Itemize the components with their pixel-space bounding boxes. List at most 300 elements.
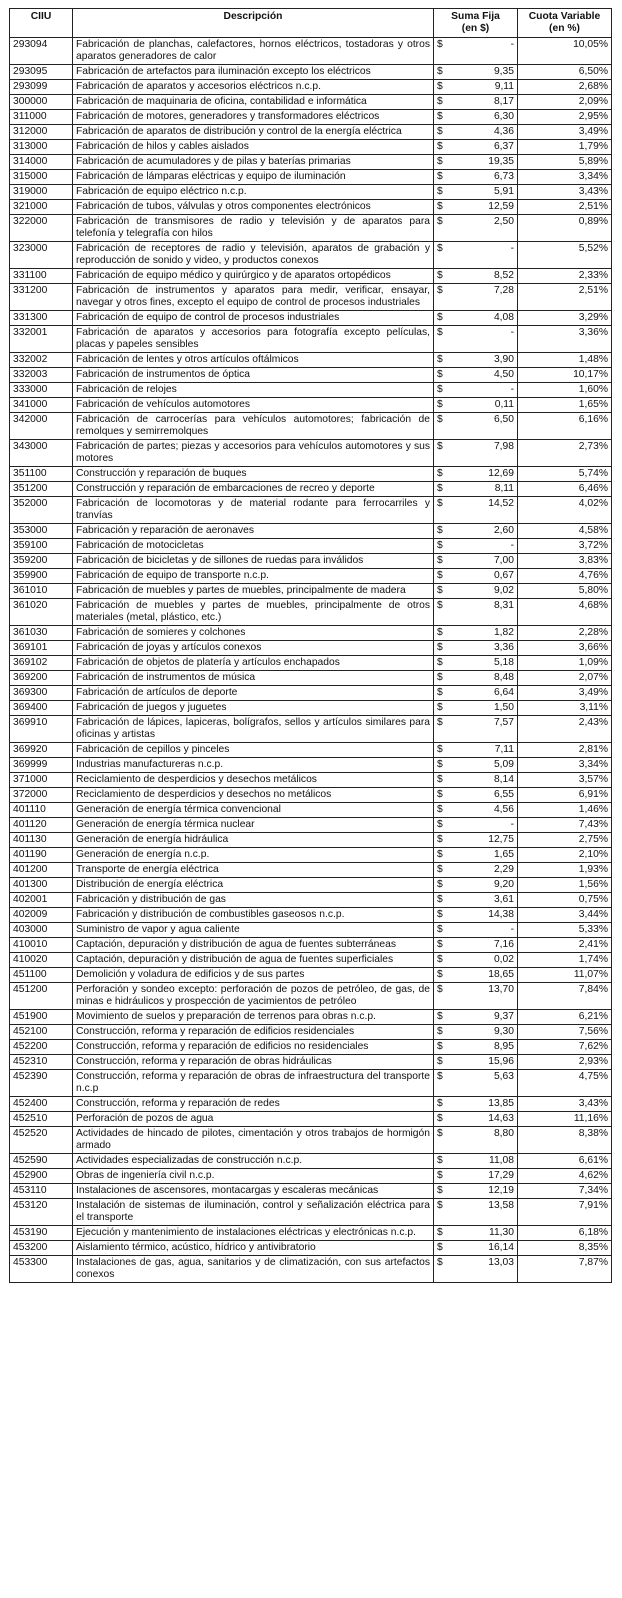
description-cell: Fabricación de joyas y artículos conexos <box>73 641 434 656</box>
description-cell: Fabricación de cepillos y pinceles <box>73 743 434 758</box>
suma-fija-value: 2,50 <box>493 216 514 227</box>
currency-symbol: $ <box>437 1200 443 1211</box>
suma-fija-value: 13,03 <box>488 1257 514 1268</box>
suma-fija-cell <box>434 878 518 893</box>
table-row <box>10 569 612 584</box>
ciiu-code: 293095 <box>10 65 73 80</box>
currency-symbol: $ <box>437 1185 443 1196</box>
currency-symbol: $ <box>437 849 443 860</box>
table-row <box>10 95 612 110</box>
currency-symbol: $ <box>437 1011 443 1022</box>
suma-fija-cell <box>434 1154 518 1169</box>
cuota-variable-cell: 5,52% <box>518 242 612 269</box>
currency-symbol: $ <box>437 384 443 395</box>
ciiu-code: 331200 <box>10 284 73 311</box>
ciiu-code: 359900 <box>10 569 73 584</box>
description-cell: Movimiento de suelos y preparación de terrenos para obras n.c.p. <box>73 1010 434 1025</box>
suma-fija-cell <box>434 311 518 326</box>
suma-fija-value: 9,37 <box>493 1011 514 1022</box>
table-row <box>10 1169 612 1184</box>
table-row <box>10 353 612 368</box>
table-row <box>10 743 612 758</box>
suma-fija-cell <box>434 95 518 110</box>
ciiu-code: 293094 <box>10 38 73 65</box>
cuota-variable-cell: 5,74% <box>518 467 612 482</box>
ciiu-code: 369300 <box>10 686 73 701</box>
currency-symbol: $ <box>437 285 443 296</box>
description-cell: Fabricación de muebles y partes de muebles, principalmente de madera <box>73 584 434 599</box>
suma-fija-cell <box>434 1241 518 1256</box>
description-cell: Fabricación de instrumentos de música <box>73 671 434 686</box>
suma-fija-value: 6,50 <box>493 414 514 425</box>
suma-fija-cell <box>434 1112 518 1127</box>
suma-fija-value: 12,75 <box>488 834 514 845</box>
suma-fija-cell <box>434 1040 518 1055</box>
cuota-variable-cell: 2,28% <box>518 626 612 641</box>
currency-symbol: $ <box>437 156 443 167</box>
cuota-variable-cell: 4,68% <box>518 599 612 626</box>
suma-fija-value: 4,50 <box>493 369 514 380</box>
cuota-variable-cell: 5,33% <box>518 923 612 938</box>
ciiu-code: 452510 <box>10 1112 73 1127</box>
description-cell: Fabricación de instrumentos de óptica <box>73 368 434 383</box>
ciiu-code: 369101 <box>10 641 73 656</box>
currency-symbol: $ <box>437 954 443 965</box>
currency-symbol: $ <box>437 1257 443 1268</box>
suma-fija-value: 9,02 <box>493 585 514 596</box>
description-cell: Generación de energía n.c.p. <box>73 848 434 863</box>
suma-fija-cell <box>434 497 518 524</box>
currency-symbol: $ <box>437 216 443 227</box>
description-cell: Fabricación de equipo médico y quirúrgico y de aparatos ortopédicos <box>73 269 434 284</box>
suma-fija-value: 7,11 <box>494 744 514 755</box>
cuota-variable-cell: 1,48% <box>518 353 612 368</box>
suma-fija-value: 9,30 <box>493 1026 514 1037</box>
suma-fija-value: 16,14 <box>488 1242 514 1253</box>
ciiu-code: 401190 <box>10 848 73 863</box>
suma-fija-value: 8,52 <box>493 270 514 281</box>
suma-fija-value: 7,98 <box>493 441 514 452</box>
ciiu-code: 451100 <box>10 968 73 983</box>
suma-fija-cell <box>434 671 518 686</box>
description-cell: Demolición y voladura de edificios y de sus partes <box>73 968 434 983</box>
ciiu-code: 410020 <box>10 953 73 968</box>
ciiu-code: 369999 <box>10 758 73 773</box>
suma-fija-value: 8,11 <box>494 483 514 494</box>
table-row <box>10 923 612 938</box>
suma-fija-cell <box>434 1127 518 1154</box>
suma-fija-cell <box>434 170 518 185</box>
cuota-variable-cell: 2,81% <box>518 743 612 758</box>
currency-symbol: $ <box>437 540 443 551</box>
table-row <box>10 878 612 893</box>
description-cell: Construcción y reparación de buques <box>73 467 434 482</box>
description-cell: Actividades especializadas de construcción n.c.p. <box>73 1154 434 1169</box>
suma-fija-cell <box>434 923 518 938</box>
ciiu-code: 351100 <box>10 467 73 482</box>
ciiu-code: 353000 <box>10 524 73 539</box>
suma-fija-value: 11,30 <box>488 1227 514 1238</box>
currency-symbol: $ <box>437 483 443 494</box>
ciiu-code: 452200 <box>10 1040 73 1055</box>
cuota-variable-cell: 7,34% <box>518 1184 612 1199</box>
table-row <box>10 641 612 656</box>
ciiu-code: 452310 <box>10 1055 73 1070</box>
description-cell: Generación de energía hidráulica <box>73 833 434 848</box>
table-row <box>10 1040 612 1055</box>
suma-fija-cell <box>434 968 518 983</box>
suma-fija-cell <box>434 908 518 923</box>
description-cell: Fabricación de equipo de transporte n.c.p. <box>73 569 434 584</box>
table-row <box>10 80 612 95</box>
currency-symbol: $ <box>437 1170 443 1181</box>
suma-fija-cell <box>434 125 518 140</box>
ciiu-code: 369102 <box>10 656 73 671</box>
suma-fija-value: 8,48 <box>493 672 514 683</box>
currency-symbol: $ <box>437 126 443 137</box>
description-cell: Fabricación de instrumentos y aparatos para medir, verificar, ensayar, navegar y otros fines, excepto el equipo de control de procesos industriales <box>73 284 434 311</box>
ciiu-code: 323000 <box>10 242 73 269</box>
suma-fija-value: - <box>510 819 514 830</box>
description-cell: Perforación y sondeo excepto: perforación de pozos de petróleo, de gas, de minas e hidráulicos y prospección de yacimientos de petróleo <box>73 983 434 1010</box>
ciiu-code: 343000 <box>10 440 73 467</box>
table-row <box>10 215 612 242</box>
ciiu-code: 361010 <box>10 584 73 599</box>
description-cell: Captación, depuración y distribución de agua de fuentes subterráneas <box>73 938 434 953</box>
description-cell: Fabricación de maquinaria de oficina, contabilidad e informática <box>73 95 434 110</box>
suma-fija-cell <box>434 539 518 554</box>
description-cell: Fabricación de receptores de radio y televisión, aparatos de grabación y reproducción de sonido y video, y productos conexos <box>73 242 434 269</box>
description-cell: Fabricación y reparación de aeronaves <box>73 524 434 539</box>
table-row <box>10 848 612 863</box>
currency-symbol: $ <box>437 627 443 638</box>
ciiu-code: 332003 <box>10 368 73 383</box>
description-cell: Fabricación y distribución de combustibles gaseosos n.c.p. <box>73 908 434 923</box>
suma-fija-cell <box>434 743 518 758</box>
cuota-variable-cell: 1,79% <box>518 140 612 155</box>
suma-fija-cell <box>434 185 518 200</box>
suma-fija-value: 0,11 <box>494 399 514 410</box>
description-cell: Suministro de vapor y agua caliente <box>73 923 434 938</box>
suma-fija-cell <box>434 554 518 569</box>
cuota-variable-cell: 3,29% <box>518 311 612 326</box>
currency-symbol: $ <box>437 171 443 182</box>
cuota-variable-cell: 11,07% <box>518 968 612 983</box>
currency-symbol: $ <box>437 687 443 698</box>
description-cell: Fabricación y distribución de gas <box>73 893 434 908</box>
suma-fija-value: 15,96 <box>488 1056 514 1067</box>
description-cell: Construcción, reforma y reparación de edificios residenciales <box>73 1025 434 1040</box>
description-cell: Instalaciones de ascensores, montacargas y escaleras mecánicas <box>73 1184 434 1199</box>
suma-fija-value: 1,82 <box>493 627 514 638</box>
description-cell: Transporte de energía eléctrica <box>73 863 434 878</box>
table-row <box>10 626 612 641</box>
table-row <box>10 701 612 716</box>
description-cell: Fabricación de vehículos automotores <box>73 398 434 413</box>
cuota-variable-cell: 7,43% <box>518 818 612 833</box>
suma-fija-cell <box>434 524 518 539</box>
suma-fija-cell <box>434 983 518 1010</box>
description-cell: Fabricación de transmisores de radio y televisión y de aparatos para telefonía y telegrafía con hilos <box>73 215 434 242</box>
suma-fija-value: 14,52 <box>488 498 514 509</box>
currency-symbol: $ <box>437 1242 443 1253</box>
currency-symbol: $ <box>437 1128 443 1139</box>
suma-fija-value: 11,08 <box>488 1155 514 1166</box>
ciiu-code: 452400 <box>10 1097 73 1112</box>
suma-fija-cell <box>434 1010 518 1025</box>
suma-fija-cell <box>434 1070 518 1097</box>
ciiu-code: 314000 <box>10 155 73 170</box>
ciiu-code: 312000 <box>10 125 73 140</box>
currency-symbol: $ <box>437 1056 443 1067</box>
table-row <box>10 803 612 818</box>
currency-symbol: $ <box>437 939 443 950</box>
currency-symbol: $ <box>437 1155 443 1166</box>
currency-symbol: $ <box>437 525 443 536</box>
ciiu-code: 369910 <box>10 716 73 743</box>
ciiu-code: 321000 <box>10 200 73 215</box>
suma-fija-cell <box>434 1169 518 1184</box>
currency-symbol: $ <box>437 717 443 728</box>
table-row <box>10 599 612 626</box>
cuota-variable-cell: 0,75% <box>518 893 612 908</box>
description-cell: Fabricación de aparatos y accesorios eléctricos n.c.p. <box>73 80 434 95</box>
description-cell: Construcción, reforma y reparación de obras de infraestructura del transporte n.c.p <box>73 1070 434 1097</box>
currency-symbol: $ <box>437 369 443 380</box>
suma-fija-value: 8,80 <box>493 1128 514 1139</box>
table-row <box>10 1226 612 1241</box>
suma-fija-cell <box>434 467 518 482</box>
table-row <box>10 758 612 773</box>
description-cell: Fabricación de acumuladores y de pilas y baterías primarias <box>73 155 434 170</box>
suma-fija-cell <box>434 1184 518 1199</box>
currency-symbol: $ <box>437 201 443 212</box>
currency-symbol: $ <box>437 1227 443 1238</box>
cuota-variable-cell: 7,56% <box>518 1025 612 1040</box>
ciiu-code: 452590 <box>10 1154 73 1169</box>
suma-fija-cell <box>434 701 518 716</box>
suma-fija-cell <box>434 1226 518 1241</box>
cuota-variable-cell: 7,84% <box>518 983 612 1010</box>
description-cell: Ejecución y mantenimiento de instalaciones eléctricas y electrónicas n.c.p. <box>73 1226 434 1241</box>
cuota-variable-cell: 3,83% <box>518 554 612 569</box>
suma-fija-value: 2,60 <box>493 525 514 536</box>
suma-fija-value: - <box>510 327 514 338</box>
description-cell: Construcción, reforma y reparación de redes <box>73 1097 434 1112</box>
ciiu-code: 322000 <box>10 215 73 242</box>
currency-symbol: $ <box>437 744 443 755</box>
table-row <box>10 953 612 968</box>
ciiu-code: 453300 <box>10 1256 73 1283</box>
currency-symbol: $ <box>437 141 443 152</box>
suma-fija-cell <box>434 65 518 80</box>
ciiu-code: 451200 <box>10 983 73 1010</box>
description-cell: Fabricación de muebles y partes de muebles, principalmente de otros materiales (metal, plástico, etc.) <box>73 599 434 626</box>
table-row <box>10 938 612 953</box>
table-row <box>10 65 612 80</box>
suma-fija-cell <box>434 569 518 584</box>
cuota-variable-cell: 6,46% <box>518 482 612 497</box>
cuota-variable-cell: 3,11% <box>518 701 612 716</box>
description-cell: Fabricación de artículos de deporte <box>73 686 434 701</box>
description-cell: Fabricación de aparatos de distribución y control de la energía eléctrica <box>73 125 434 140</box>
description-cell: Distribución de energía eléctrica <box>73 878 434 893</box>
suma-fija-value: 17,29 <box>488 1170 514 1181</box>
table-row <box>10 524 612 539</box>
ciiu-code: 401200 <box>10 863 73 878</box>
currency-symbol: $ <box>437 879 443 890</box>
ciiu-code: 315000 <box>10 170 73 185</box>
description-cell: Instalaciones de gas, agua, sanitarios y de climatización, con sus artefactos conexos <box>73 1256 434 1283</box>
suma-fija-value: 3,61 <box>493 894 514 905</box>
suma-fija-cell <box>434 893 518 908</box>
currency-symbol: $ <box>437 864 443 875</box>
table-row <box>10 125 612 140</box>
table-row <box>10 326 612 353</box>
ciiu-code: 361030 <box>10 626 73 641</box>
cuota-variable-cell: 1,60% <box>518 383 612 398</box>
table-row <box>10 497 612 524</box>
suma-fija-cell <box>434 326 518 353</box>
cuota-variable-cell: 3,49% <box>518 125 612 140</box>
cuota-variable-cell: 3,43% <box>518 185 612 200</box>
ciiu-code: 359200 <box>10 554 73 569</box>
cuota-variable-cell: 2,95% <box>518 110 612 125</box>
cuota-variable-cell: 1,74% <box>518 953 612 968</box>
ciiu-code: 293099 <box>10 80 73 95</box>
suma-fija-cell <box>434 641 518 656</box>
table-row <box>10 110 612 125</box>
currency-symbol: $ <box>437 96 443 107</box>
currency-symbol: $ <box>437 789 443 800</box>
suma-fija-value: 13,70 <box>488 984 514 995</box>
suma-fija-cell <box>434 80 518 95</box>
ciiu-code: 453200 <box>10 1241 73 1256</box>
description-cell: Fabricación de artefactos para iluminación excepto los eléctricos <box>73 65 434 80</box>
currency-symbol: $ <box>437 1071 443 1082</box>
table-row <box>10 1184 612 1199</box>
suma-fija-value: 4,36 <box>493 126 514 137</box>
currency-symbol: $ <box>437 774 443 785</box>
currency-symbol: $ <box>437 834 443 845</box>
currency-symbol: $ <box>437 399 443 410</box>
description-cell: Aislamiento térmico, acústico, hídrico y antivibratorio <box>73 1241 434 1256</box>
currency-symbol: $ <box>437 570 443 581</box>
description-cell: Fabricación de equipo eléctrico n.c.p. <box>73 185 434 200</box>
suma-fija-cell <box>434 938 518 953</box>
currency-symbol: $ <box>437 498 443 509</box>
currency-symbol: $ <box>437 642 443 653</box>
description-cell: Reciclamiento de desperdicios y desechos no metálicos <box>73 788 434 803</box>
currency-symbol: $ <box>437 759 443 770</box>
suma-fija-value: 8,14 <box>493 774 514 785</box>
table-row <box>10 383 612 398</box>
ciiu-code: 332001 <box>10 326 73 353</box>
suma-fija-cell <box>434 1025 518 1040</box>
ciiu-code: 359100 <box>10 539 73 554</box>
suma-fija-cell <box>434 599 518 626</box>
suma-fija-value: 4,56 <box>493 804 514 815</box>
cuota-variable-cell: 4,58% <box>518 524 612 539</box>
table-row <box>10 1256 612 1283</box>
table-row <box>10 686 612 701</box>
suma-fija-value: 12,59 <box>488 201 514 212</box>
suma-fija-value: 3,36 <box>493 642 514 653</box>
table-row <box>10 140 612 155</box>
description-cell: Generación de energía térmica nuclear <box>73 818 434 833</box>
table-row <box>10 311 612 326</box>
suma-fija-value: 1,65 <box>493 849 514 860</box>
suma-fija-cell <box>434 833 518 848</box>
description-cell: Fabricación de bicicletas y de sillones de ruedas para inválidos <box>73 554 434 569</box>
currency-symbol: $ <box>437 702 443 713</box>
suma-fija-cell <box>434 38 518 65</box>
ciiu-code: 369920 <box>10 743 73 758</box>
description-cell: Fabricación de lentes y otros artículos oftálmicos <box>73 353 434 368</box>
suma-fija-cell <box>434 848 518 863</box>
currency-symbol: $ <box>437 270 443 281</box>
cuota-variable-cell: 7,91% <box>518 1199 612 1226</box>
currency-symbol: $ <box>437 1098 443 1109</box>
ciiu-code: 410010 <box>10 938 73 953</box>
ciiu-code: 452900 <box>10 1169 73 1184</box>
description-cell: Captación, depuración y distribución de agua de fuentes superficiales <box>73 953 434 968</box>
currency-symbol: $ <box>437 39 443 50</box>
cuota-variable-cell: 4,76% <box>518 569 612 584</box>
description-cell: Construcción, reforma y reparación de obras hidráulicas <box>73 1055 434 1070</box>
description-cell: Fabricación de tubos, válvulas y otros componentes electrónicos <box>73 200 434 215</box>
cuota-variable-cell: 6,50% <box>518 65 612 80</box>
suma-fija-cell <box>434 284 518 311</box>
suma-fija-value: 18,65 <box>488 969 514 980</box>
ciiu-code: 369400 <box>10 701 73 716</box>
suma-fija-value: 6,73 <box>493 171 514 182</box>
description-cell: Fabricación de lámparas eléctricas y equipo de iluminación <box>73 170 434 185</box>
suma-fija-value: - <box>510 384 514 395</box>
ciiu-code: 342000 <box>10 413 73 440</box>
currency-symbol: $ <box>437 66 443 77</box>
suma-fija-cell <box>434 398 518 413</box>
cuota-variable-cell: 2,75% <box>518 833 612 848</box>
currency-symbol: $ <box>437 312 443 323</box>
ciiu-code: 452520 <box>10 1127 73 1154</box>
cuota-variable-cell: 4,75% <box>518 1070 612 1097</box>
cuota-variable-cell: 3,49% <box>518 686 612 701</box>
cuota-variable-cell: 1,46% <box>518 803 612 818</box>
table-row <box>10 833 612 848</box>
cuota-variable-cell: 5,89% <box>518 155 612 170</box>
table-row <box>10 1055 612 1070</box>
ciiu-code: 332002 <box>10 353 73 368</box>
currency-symbol: $ <box>437 243 443 254</box>
ciiu-code: 341000 <box>10 398 73 413</box>
cuota-variable-cell: 7,62% <box>518 1040 612 1055</box>
table-row <box>10 185 612 200</box>
table-row <box>10 539 612 554</box>
suma-fija-value: 12,19 <box>488 1185 514 1196</box>
suma-fija-value: 7,28 <box>493 285 514 296</box>
currency-symbol: $ <box>437 819 443 830</box>
cuota-variable-cell: 1,93% <box>518 863 612 878</box>
table-row <box>10 413 612 440</box>
ciiu-code: 402001 <box>10 893 73 908</box>
currency-symbol: $ <box>437 924 443 935</box>
currency-symbol: $ <box>437 468 443 479</box>
table-row <box>10 968 612 983</box>
table-row <box>10 440 612 467</box>
suma-fija-cell <box>434 788 518 803</box>
cuota-variable-cell: 1,09% <box>518 656 612 671</box>
